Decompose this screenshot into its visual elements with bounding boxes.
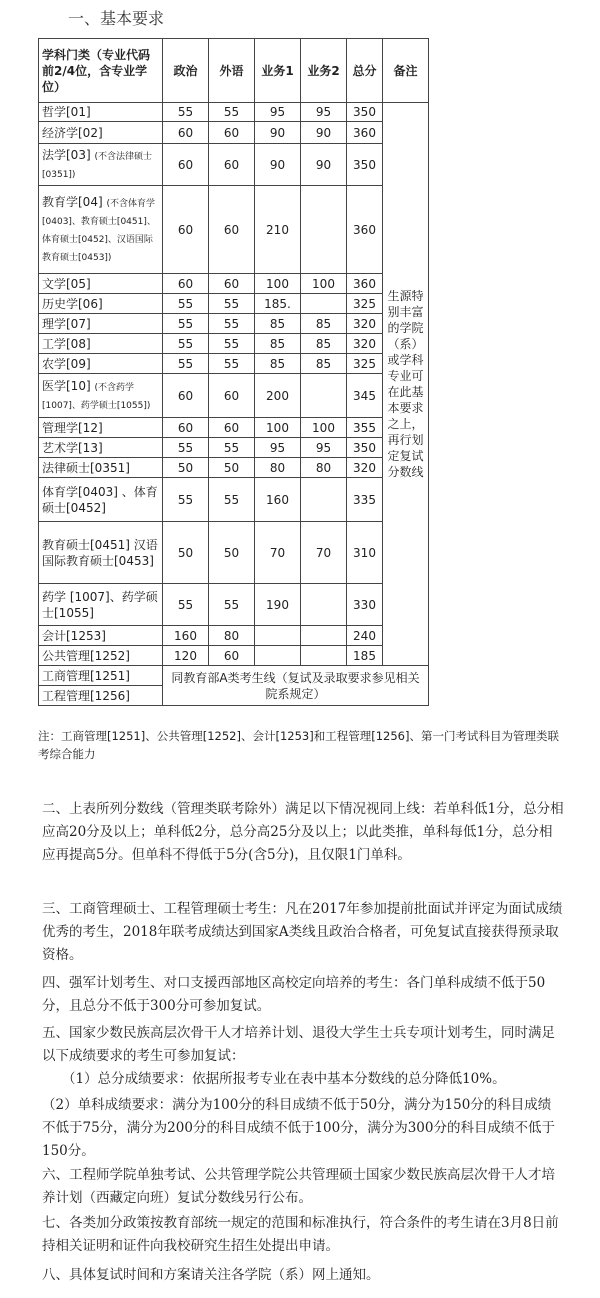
language-cell: 55: [209, 478, 255, 522]
business2-cell: [301, 584, 347, 626]
paragraph-3: 三、工商管理硕士、工程管理硕士考生：凡在2017年参加提前批面试并评定为面试成绩优秀的考生，2018年联考成绩达到国家A类线且政治合格者，可免复试直接获得预录取资格。: [42, 901, 563, 963]
subject-cell: 经济学[02]: [39, 122, 163, 144]
language-cell: 55: [209, 584, 255, 626]
business1-cell: 90: [255, 122, 301, 144]
language-cell: 60: [209, 186, 255, 274]
paragraph-7: 七、各类加分政策按教育部统一规定的范围和标准执行，符合条件的考生请在3月8日前持相关证明和证件向我校研究生招生处提出申请。: [42, 1215, 559, 1254]
subject-cell: 农学[09]: [39, 354, 163, 374]
subject-name: 医学[10]: [42, 378, 91, 393]
subject-cell: 哲学[01]: [39, 103, 163, 122]
business2-cell: 90: [301, 122, 347, 144]
table-row: [39, 646, 429, 666]
table-row: [39, 354, 429, 374]
language-cell: 50: [209, 522, 255, 584]
table-row: [39, 122, 429, 144]
business1-cell: 185.: [255, 294, 301, 314]
business1-cell: [255, 646, 301, 666]
business2-cell: 95: [301, 103, 347, 122]
table-row: [39, 418, 429, 438]
table-row: [39, 666, 429, 686]
business2-cell: [301, 646, 347, 666]
business2-cell: 85: [301, 354, 347, 374]
subject-cell: 教育硕士[0451] 汉语国际教育硕士[0453]: [39, 522, 163, 584]
table-header-row: [39, 39, 429, 103]
total-cell: 360: [347, 122, 383, 144]
subject-cell: [39, 186, 163, 274]
language-cell: 60: [209, 374, 255, 418]
header-politics: 政治: [163, 39, 209, 103]
paragraph-8: 八、具体复试时间和方案请关注各学院（系）网上通知。: [42, 1267, 380, 1283]
table-row: [39, 438, 429, 458]
politics-cell: 60: [163, 374, 209, 418]
language-cell: 60: [209, 646, 255, 666]
politics-cell: 60: [163, 274, 209, 294]
politics-cell: 55: [163, 314, 209, 334]
table-row: [39, 626, 429, 646]
politics-cell: 55: [163, 334, 209, 354]
business2-cell: 70: [301, 522, 347, 584]
subject-cell: [39, 374, 163, 418]
paragraph-5-item-2: （2）单科成绩要求：满分为100分的科目成绩不低于50分，满分为150分的科目成绩不低于75分，满分为200分的科目成绩不低于100分，满分为300分的科目成绩不低于150分。: [42, 1097, 555, 1159]
header-remark: 备注: [383, 39, 429, 103]
subject-cell: 历史学[06]: [39, 294, 163, 314]
politics-cell: 60: [163, 418, 209, 438]
paragraph-6: 六、工程师学院单独考试、公共管理学院公共管理硕士国家少数民族高层次骨干人才培养计划（西藏定向班）复试分数线另行公布。: [42, 1167, 555, 1206]
total-cell: 335: [347, 478, 383, 522]
subject-note: (不含体育学[0403]、教育硕士[0451]、体育硕士[0452]、汉语国际教育硕士[0453]): [42, 198, 156, 263]
total-cell: 320: [347, 458, 383, 478]
politics-cell: 160: [163, 626, 209, 646]
business1-cell: 190: [255, 584, 301, 626]
total-cell: 185: [347, 646, 383, 666]
business1-cell: 100: [255, 418, 301, 438]
header-language: 外语: [209, 39, 255, 103]
subject-cell: 公共管理[1252]: [39, 646, 163, 666]
business1-cell: 85: [255, 354, 301, 374]
header-business1: 业务1: [255, 39, 301, 103]
business1-cell: 95: [255, 438, 301, 458]
language-cell: 55: [209, 354, 255, 374]
business1-cell: 160: [255, 478, 301, 522]
language-cell: 60: [209, 274, 255, 294]
politics-cell: 50: [163, 522, 209, 584]
subject-cell: 管理学[12]: [39, 418, 163, 438]
total-cell: 345: [347, 374, 383, 418]
business2-cell: 95: [301, 438, 347, 458]
politics-cell: 55: [163, 354, 209, 374]
table-row: [39, 478, 429, 522]
language-cell: 80: [209, 626, 255, 646]
business2-cell: 80: [301, 458, 347, 478]
business2-cell: [301, 626, 347, 646]
paragraph-2: 二、上表所列分数线（管理类联考除外）满足以下情况视同上线：若单科低1分，总分相应高20分及以上；单科低2分，总分高25分及以上；以此类推，单科每低1分，总分相应再提高5分。但单科不得低于5分(含5分)，且仅限1门单科。: [42, 801, 564, 863]
language-cell: 60: [209, 122, 255, 144]
table-row: [39, 294, 429, 314]
total-cell: 325: [347, 354, 383, 374]
subject-cell: 工程管理[1256]: [39, 686, 163, 706]
business2-cell: [301, 374, 347, 418]
remark-cell: 生源特别丰富的学院（系）或学科专业可在此基本要求之上，再行划定复试分数线: [383, 103, 429, 666]
business2-cell: [301, 186, 347, 274]
language-cell: 55: [209, 334, 255, 354]
total-cell: 360: [347, 186, 383, 274]
business1-cell: 100: [255, 274, 301, 294]
section-heading: 一、基本要求: [68, 9, 165, 28]
language-cell: 60: [209, 144, 255, 186]
business1-cell: 70: [255, 522, 301, 584]
politics-cell: 60: [163, 122, 209, 144]
paragraph-4: 四、强军计划考生、对口支援西部地区高校定向培养的考生：各门单科成绩不低于50分，且总分不低于300分可参加复试。: [42, 975, 546, 1014]
table-row: [39, 186, 429, 274]
table-row: [39, 103, 429, 122]
language-cell: 50: [209, 458, 255, 478]
business1-cell: 85: [255, 334, 301, 354]
total-cell: 330: [347, 584, 383, 626]
business1-cell: 95: [255, 103, 301, 122]
subject-note: (不含药学[1007]、药学硕士[1055]): [42, 382, 151, 411]
table-row: [39, 522, 429, 584]
politics-cell: 60: [163, 186, 209, 274]
total-cell: 350: [347, 144, 383, 186]
subject-cell: 体育学[0403] 、体育硕士[0452]: [39, 478, 163, 522]
business2-cell: 100: [301, 418, 347, 438]
paragraph-5: 五、国家少数民族高层次骨干人才培养计划、退役大学生士兵专项计划考生，同时满足以下成绩要求的考生可参加复试：: [42, 1025, 555, 1064]
language-cell: 55: [209, 314, 255, 334]
subject-note: (不含法律硕士[0351]): [42, 151, 152, 180]
language-cell: 60: [209, 418, 255, 438]
header-total: 总分: [347, 39, 383, 103]
total-cell: 350: [347, 103, 383, 122]
subject-name: 教育学[04]: [42, 194, 103, 209]
politics-cell: 55: [163, 103, 209, 122]
management-note-cell: 同教育部A类考生线（复试及录取要求参见相关院系规定）: [163, 666, 429, 706]
table-row: [39, 274, 429, 294]
politics-cell: 60: [163, 144, 209, 186]
total-cell: 320: [347, 334, 383, 354]
paragraph-5-item-1: （1）总分成绩要求：依据所报考专业在表中基本分数线的总分降低10%。: [62, 1071, 506, 1087]
politics-cell: 55: [163, 438, 209, 458]
business1-cell: 80: [255, 458, 301, 478]
header-business2: 业务2: [301, 39, 347, 103]
total-cell: 355: [347, 418, 383, 438]
total-cell: 310: [347, 522, 383, 584]
subject-cell: 药学 [1007]、药学硕士[1055]: [39, 584, 163, 626]
table-row: [39, 374, 429, 418]
table-row: [39, 584, 429, 626]
table-row: [39, 458, 429, 478]
subject-cell: [39, 144, 163, 186]
politics-cell: 55: [163, 294, 209, 314]
business2-cell: [301, 294, 347, 314]
language-cell: 55: [209, 294, 255, 314]
subject-cell: 艺术学[13]: [39, 438, 163, 458]
subject-cell: 法律硕士[0351]: [39, 458, 163, 478]
language-cell: 55: [209, 438, 255, 458]
business1-cell: 200: [255, 374, 301, 418]
business2-cell: 85: [301, 334, 347, 354]
score-requirement-table: [38, 38, 429, 706]
politics-cell: 55: [163, 478, 209, 522]
table-row: [39, 314, 429, 334]
subject-cell: 理学[07]: [39, 314, 163, 334]
business1-cell: 85: [255, 314, 301, 334]
business1-cell: 90: [255, 144, 301, 186]
table-footnote: 注：工商管理[1251]、公共管理[1252]、会计[1253]和工程管理[1256]、第一门考试科目为管理类联考综合能力: [38, 729, 559, 761]
total-cell: 240: [347, 626, 383, 646]
business1-cell: [255, 626, 301, 646]
subject-cell: 会计[1253]: [39, 626, 163, 646]
subject-cell: 文学[05]: [39, 274, 163, 294]
subject-cell: 工学[08]: [39, 334, 163, 354]
politics-cell: 120: [163, 646, 209, 666]
total-cell: 350: [347, 438, 383, 458]
politics-cell: 50: [163, 458, 209, 478]
total-cell: 360: [347, 274, 383, 294]
total-cell: 325: [347, 294, 383, 314]
table-row: [39, 334, 429, 354]
business2-cell: 90: [301, 144, 347, 186]
business2-cell: [301, 478, 347, 522]
subject-cell: 工商管理[1251]: [39, 666, 163, 686]
business2-cell: 100: [301, 274, 347, 294]
subject-name: 法学[03]: [42, 147, 91, 162]
header-subject: 学科门类（专业代码前2/4位，含专业学位）: [39, 39, 163, 103]
business1-cell: 210: [255, 186, 301, 274]
business2-cell: 85: [301, 314, 347, 334]
table-row: [39, 144, 429, 186]
politics-cell: 55: [163, 584, 209, 626]
total-cell: 320: [347, 314, 383, 334]
language-cell: 55: [209, 103, 255, 122]
